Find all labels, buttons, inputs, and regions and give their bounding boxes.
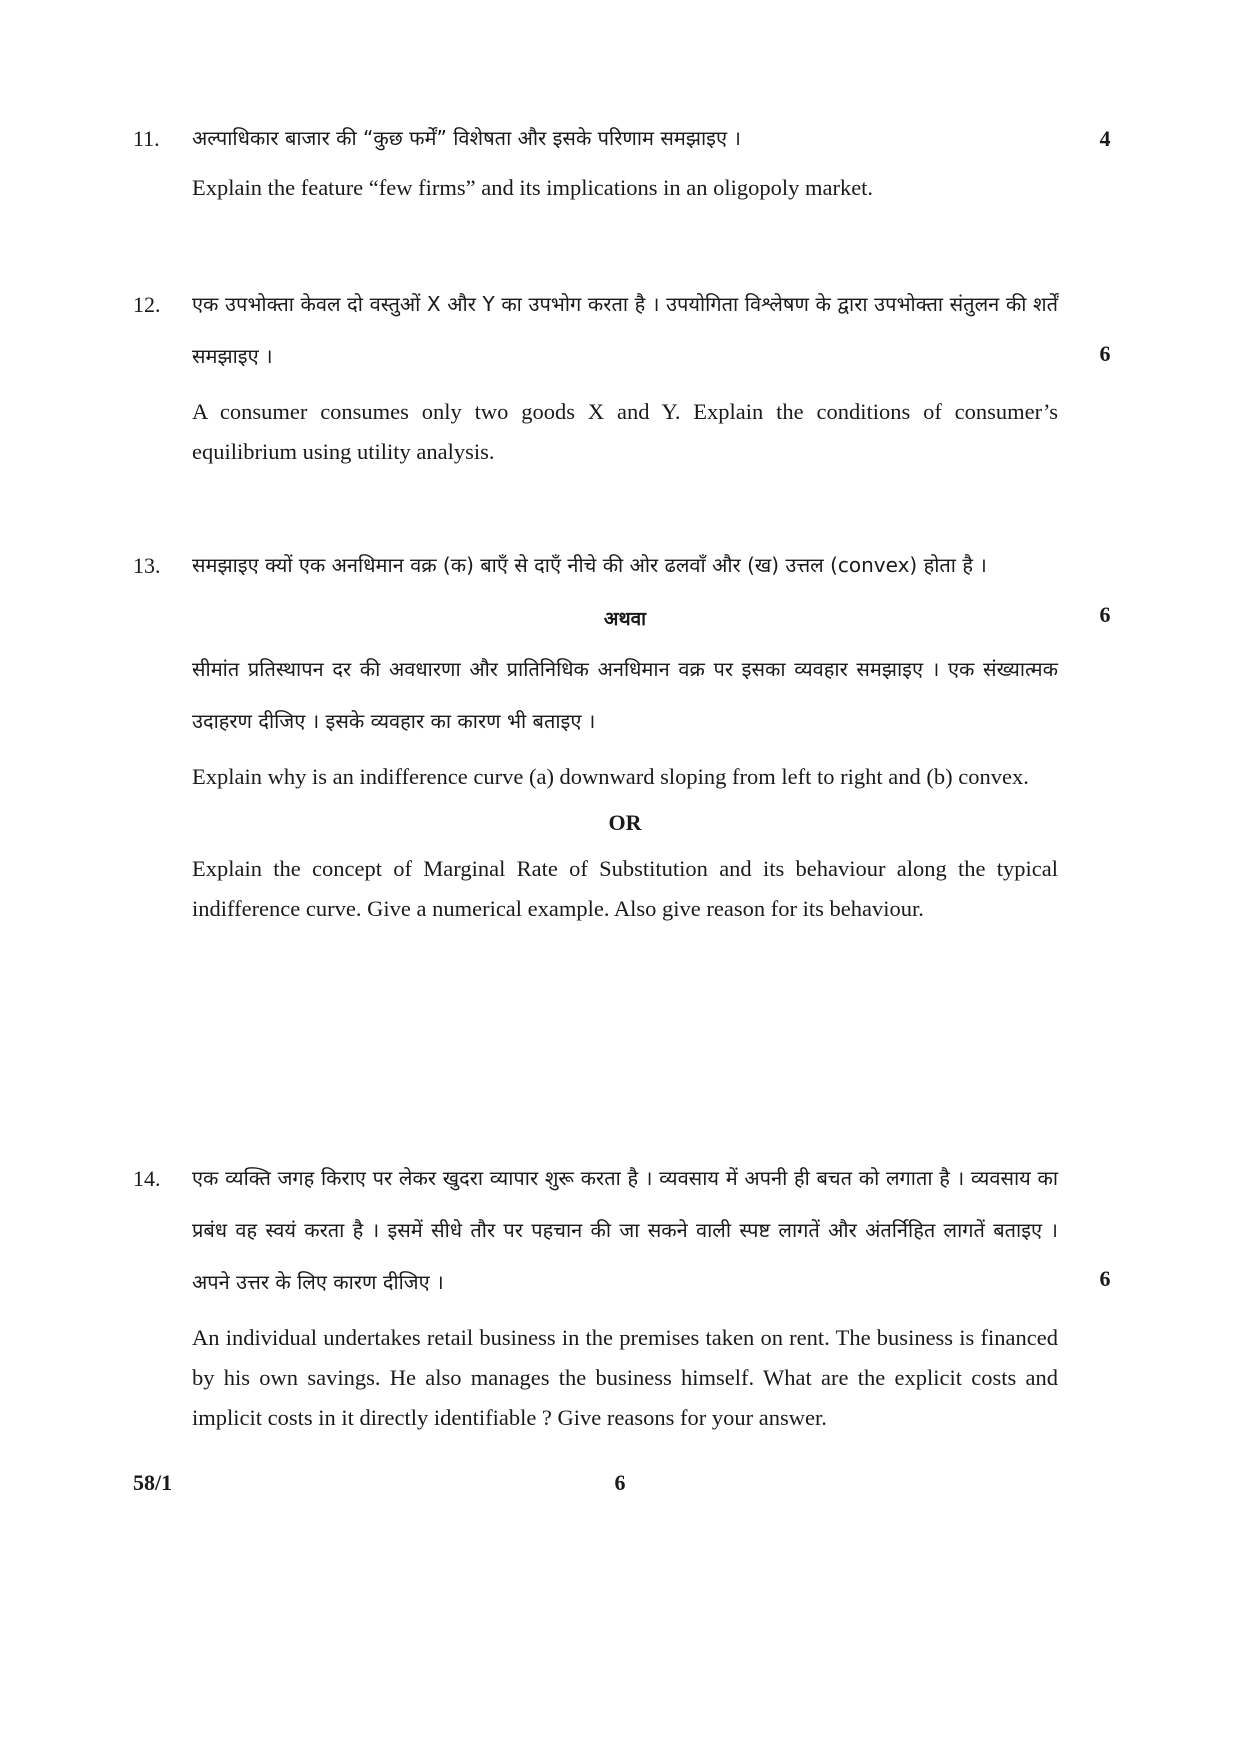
question-body bbox=[192, 1152, 1058, 1438]
question-marks: 4 bbox=[1099, 126, 1111, 151]
question-text-english-alternative: Explain the concept of Marginal Rate of Substitution and its behaviour along the typical indifference curve. Give a numerical example. Also give reason for its behaviour. bbox=[192, 856, 1058, 921]
question-text-english: Explain the feature “few firms” and its implications in an oligopoly market. bbox=[192, 175, 874, 200]
question-text-english: An individual undertakes retail business in the premises taken on rent. The business is financed by his own savings. He also manages the business himself. What are the explicit costs and implicit costs in it directly identifiable ? Give reasons for your answer. bbox=[192, 1325, 1058, 1430]
question-marks: 6 bbox=[1099, 1266, 1111, 1291]
question-marks: 6 bbox=[1099, 602, 1111, 627]
question-body bbox=[192, 112, 1058, 208]
question-number: 11. bbox=[133, 126, 160, 151]
question-text-hindi: एक व्यक्ति जगह किराए पर लेकर खुदरा व्यापार शुरू करता है । व्यवसाय में अपनी ही बचत को लगाता है । व्यवसाय का प्रबंध वह स्वयं करता है । इसमें सीधे तौर पर पहचान की जा सकने वाली स्पष्ट लागतें और अंतर्निहित लागतें बताइए । अपने उत्तर के लिए कारण दीजिए । bbox=[192, 1166, 1058, 1294]
question-text-english: A consumer consumes only two goods X and Y. Explain the conditions of consumer’s equilibrium using utility analysis. bbox=[192, 399, 1058, 464]
or-separator-hindi: अथवा bbox=[603, 608, 647, 630]
question-body bbox=[192, 278, 1058, 472]
question-number: 13. bbox=[133, 553, 161, 578]
question-text-hindi: समझाइए क्यों एक अनधिमान वक्र (क) बाएँ से दाएँ नीचे की ओर ढलवाँ और (ख) उत्तल (convex) होता है । bbox=[192, 553, 987, 577]
question-number: 14. bbox=[133, 1166, 161, 1191]
question-text-hindi: अल्पाधिकार बाजार की “कुछ फर्में” विशेषता और इसके परिणाम समझाइए । bbox=[192, 126, 741, 150]
or-separator-english: OR bbox=[608, 810, 642, 835]
paper-code: 58/1 bbox=[133, 1470, 173, 1495]
question-text-hindi: एक उपभोक्ता केवल दो वस्तुओं X और Y का उपभोग करता है । उपयोगिता विश्लेषण के द्वारा उपभोक्ता संतुलन की शर्तें समझाइए । bbox=[192, 292, 1058, 368]
question-marks: 6 bbox=[1099, 341, 1111, 366]
page-number: 6 bbox=[614, 1470, 626, 1495]
question-text-english: Explain why is an indifference curve (a) downward sloping from left to right and (b) convex. bbox=[192, 764, 1029, 789]
question-body bbox=[192, 539, 1058, 929]
question-number: 12. bbox=[133, 292, 161, 317]
question-text-hindi-alternative: सीमांत प्रतिस्थापन दर की अवधारणा और प्रातिनिधिक अनधिमान वक्र पर इसका व्यवहार समझाइए । एक संख्यात्मक उदाहरण दीजिए । इसके व्यवहार का कारण भी बताइए । bbox=[192, 657, 1058, 733]
